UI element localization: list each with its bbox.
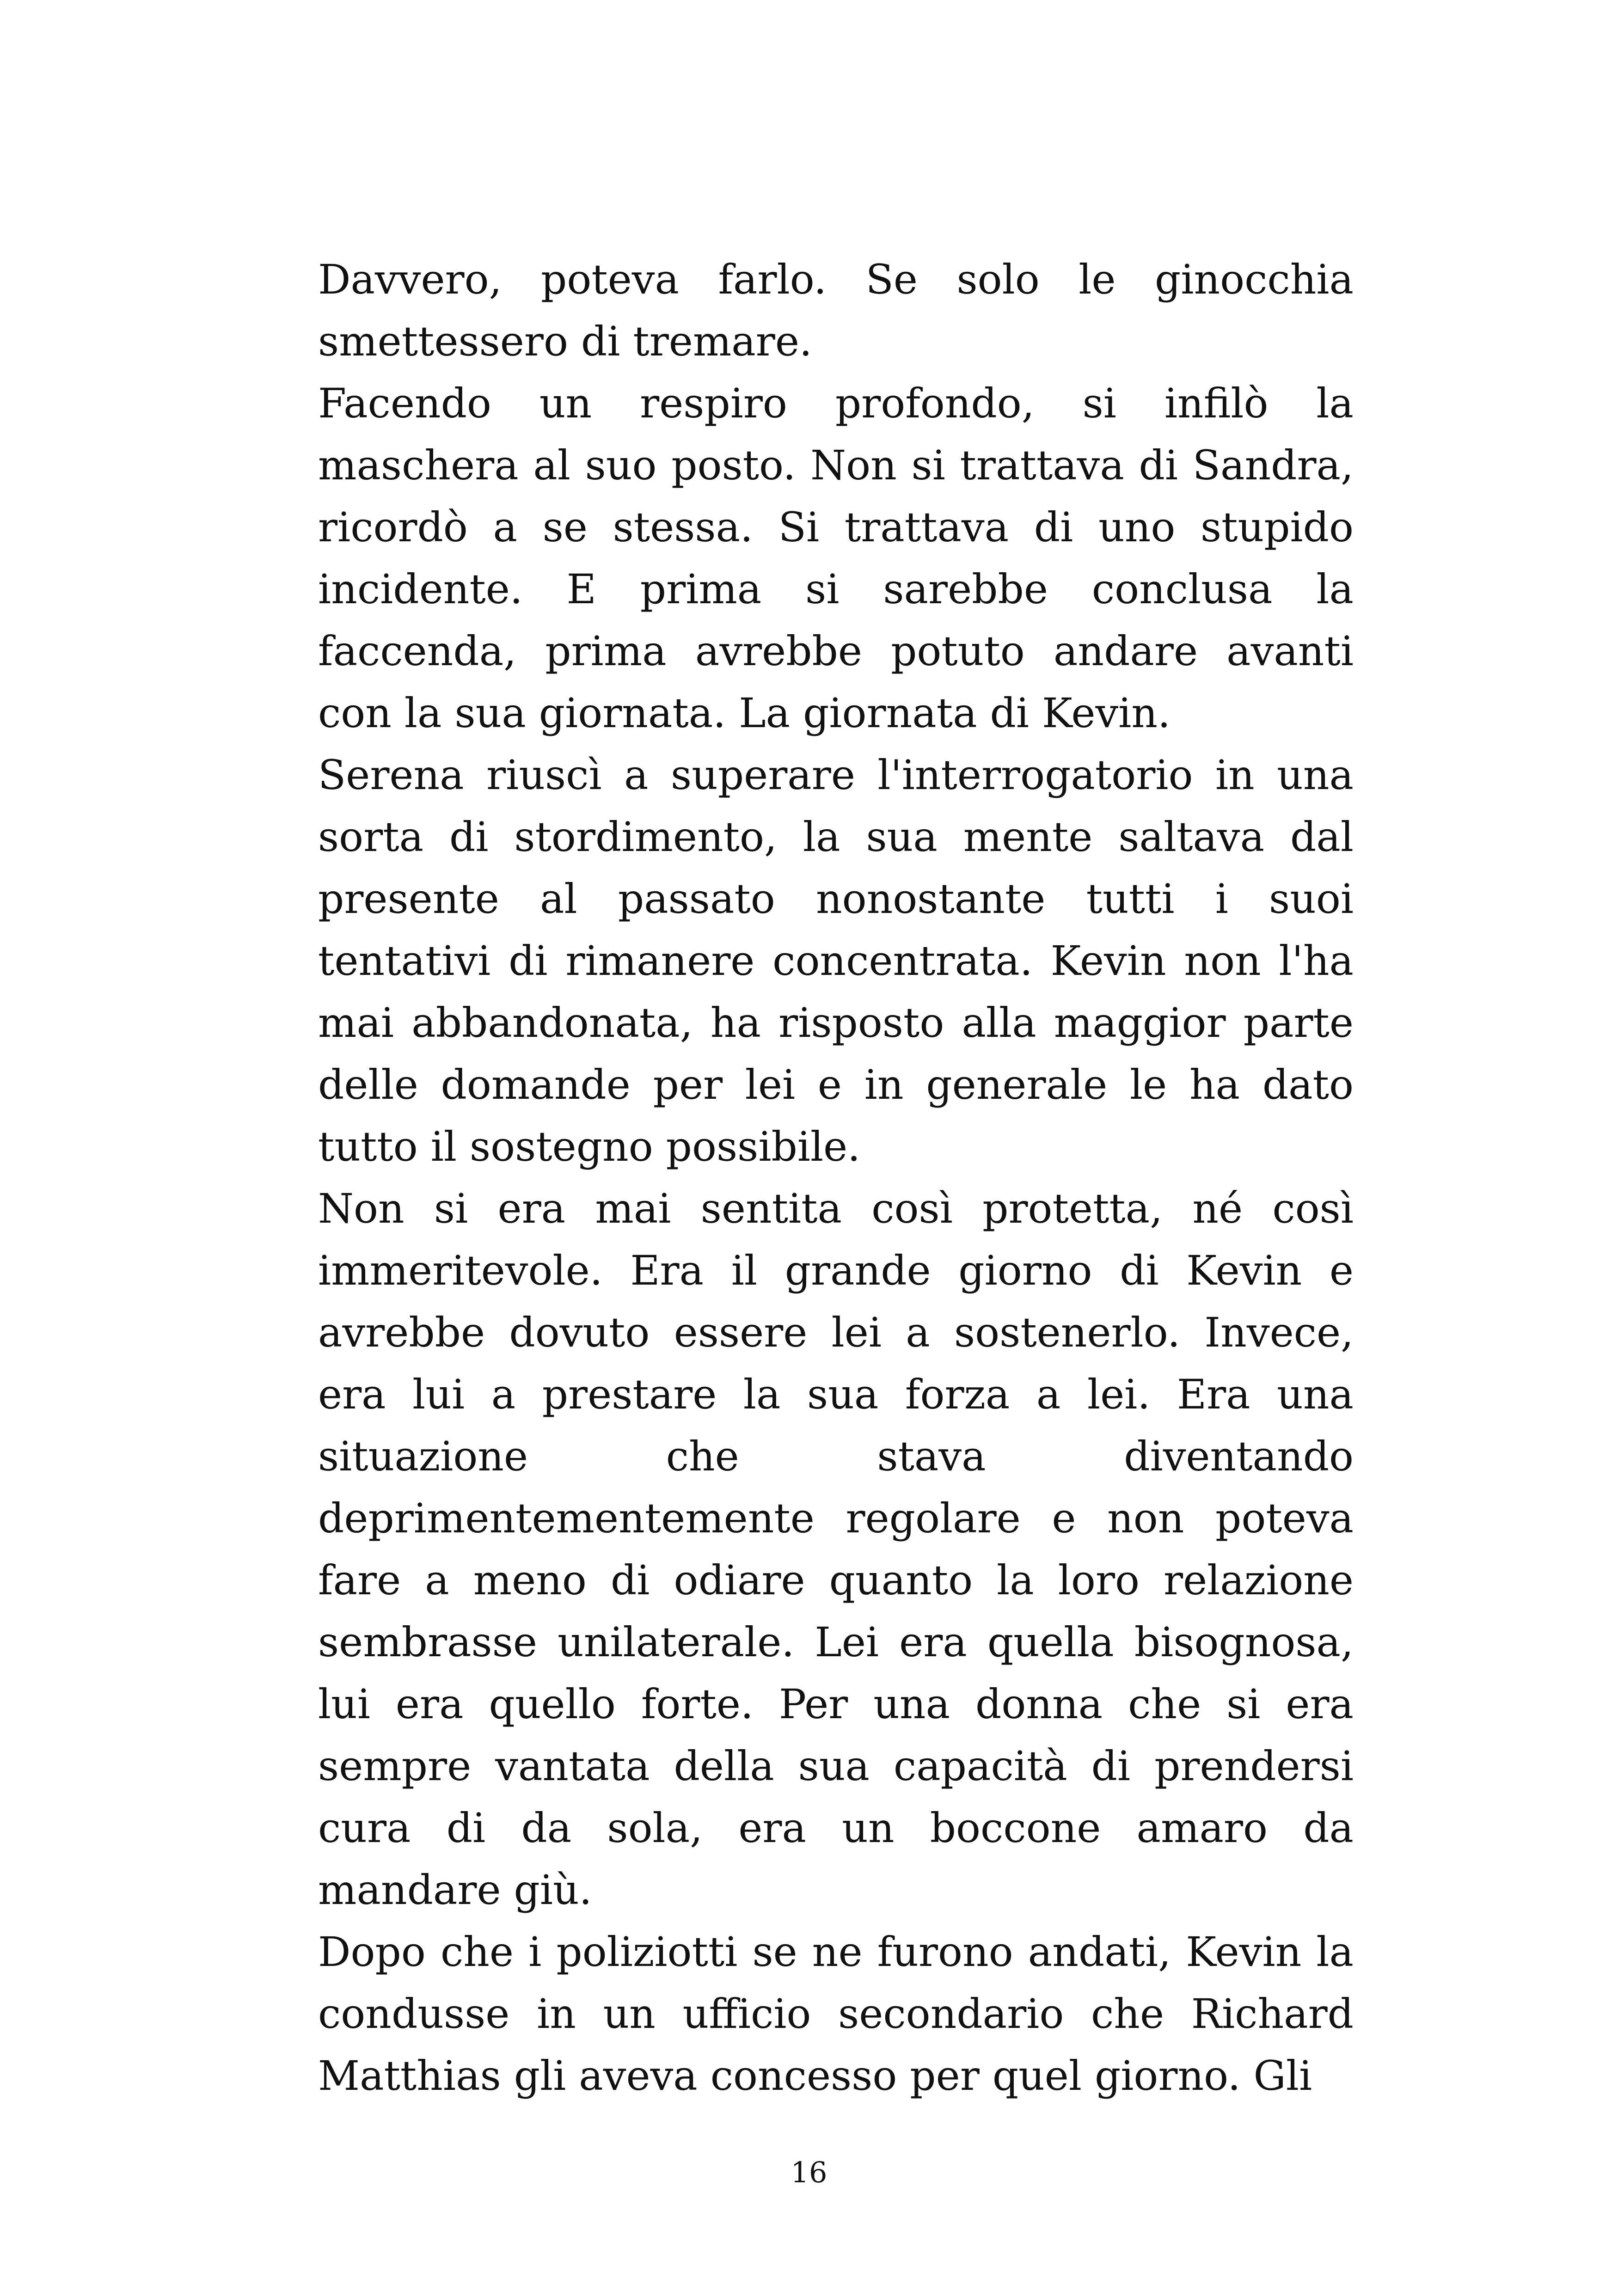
paragraph-4: Non si era mai sentita così protetta, né così immeritevole. Era il grande giorno di Kevin e avrebbe dovuto essere lei a sostenerlo. Invece, era lui a prestare la sua forza a lei. Era una situazione che stava diventando deprimentementemente regolare e non poteva fare a meno di odiare quanto la loro relazione sembrasse unilaterale. Lei era quella bisognosa, lui era quello forte. Per una donna che si era sempre vantata della sua capacità di prendersi cura di da sola, era un boccone amaro da mandare giù. xyxy=(318,1185,1354,1914)
paragraph-3: Serena riuscì a superare l'interrogatorio in una sorta di stordimento, la sua mente saltava dal presente al passato nonostante tutti i suoi tentativi di rimanere concentrata. Kevin non l'ha mai abbandonata, ha risposto alla maggior parte delle domande per lei e in generale le ha dato tutto il sostegno possibile. xyxy=(318,751,1354,1170)
paragraph-1: Davvero, poteva farlo. Se solo le ginocchia smettessero di tremare. xyxy=(318,256,1354,365)
paragraph-5: Dopo che i poliziotti se ne furono andati, Kevin la condusse in un ufficio secondario che Richard Matthias gli aveva concesso per quel giorno. Gli xyxy=(318,1928,1354,2100)
paragraph-2: Facendo un respiro profondo, si infilò la maschera al suo posto. Non si trattava di Sandra, ricordò a se stessa. Si trattava di uno stupido incidente. E prima si sarebbe conclusa la faccenda, prima avrebbe potuto andare avanti con la sua giornata. La giornata di Kevin. xyxy=(318,380,1354,737)
page-number: 16 xyxy=(791,2155,827,2189)
body-text xyxy=(318,249,1354,2107)
